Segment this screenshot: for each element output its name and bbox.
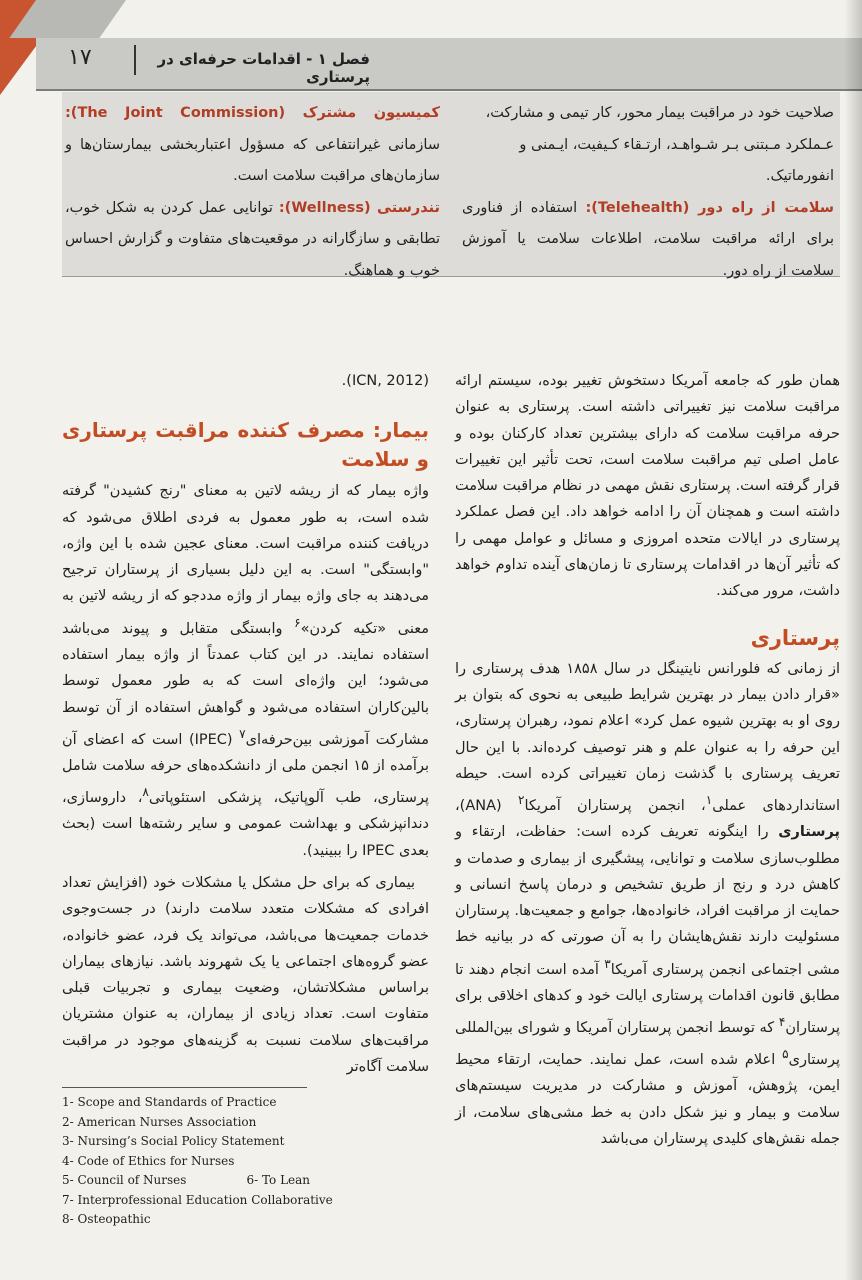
- footnote-item: 5- Council of Nurses: [62, 1173, 187, 1187]
- left-text-column: [62, 368, 429, 1080]
- footnote-item: 6- To Lean: [246, 1173, 311, 1187]
- glossary-term: کمیسیون مشترک (The Joint Commission):: [65, 105, 440, 121]
- footnote-item: 2- American Nurses Association: [62, 1114, 257, 1129]
- footnote-ref: ۵: [782, 1047, 789, 1062]
- glossary-left-column: [65, 98, 440, 287]
- footnotes: [62, 1093, 392, 1230]
- footnote-item: 4- Code of Ethics for Nurses: [62, 1153, 235, 1168]
- footnote-row: [62, 1171, 392, 1191]
- glossary-term: سلامت از راه دور (Telehealth):: [585, 199, 834, 216]
- patient-paragraph-2: بیماری که برای حل مشکل یا مشکلات خود (افزایش تعداد افرادی که مشکلات متعدد سلامت دارند) در جست‌وجوی خدمات جمعیت‌ها می‌باشد، می‌تواند یک فرد، عضو خانواده، عضو گروه‌های اجتماعی یا یک شهروند باشد. نیازهای بیماران براساس مشکلاتشان، وضعیت بیماری و تجربیات قبلی متفاوت است. تعداد زیادی از بیماران، به عنوان مشتریان مراقبت‌های سلامت نسبت به گزینه‌های موجود در مراقبت سلامت آگاه‌تر: [62, 874, 429, 1076]
- page-number: ۱۷: [68, 45, 92, 70]
- footnote-ref: ۸: [142, 785, 149, 800]
- footnote-item: 7- Interprofessional Education Collaborative: [62, 1192, 333, 1207]
- glossary-entry-wellness: [65, 193, 440, 288]
- text-run: ، انجمن پرستاران آمریکا: [524, 797, 706, 814]
- text-run: از زمانی که فلورانس نایتینگل در سال ۱۸۵۸ هدف پرستاری را «قرار دادن بیمار در بهترین شرایط طبیعی به نحوی که بتوان بر روی او به بهترین شیوه عمل کرد» اعلام نمود، رهبران پرستاری، این حرفه را به عنوان علم و هنر توصیف کرده‌اند. با این حال تعریف پرستاری با گذشت زمان تغییراتی کرده است. حیطه استانداردهای عملی: [455, 660, 840, 814]
- text-run: (IPEC) است که اعضای آن برآمده از ۱۵ انجمن ملی از دانشکده‌های حرفه سلامت شامل پرستاری، طب آلوپاتیک، پزشکی استئوپاتی: [62, 731, 429, 807]
- nursing-paragraph: [455, 656, 840, 1153]
- footnote-ref: ۴: [778, 1015, 786, 1030]
- right-text-column: [455, 368, 840, 1152]
- footnote-item: 3- Nursing’s Social Policy Statement: [62, 1134, 285, 1148]
- footnote-ref: ۱: [705, 793, 713, 808]
- glossary-line: عـملکرد مـبتنی بـر شـواهـد، ارتـقاء کـیفیت، ایـمنی و: [519, 136, 834, 153]
- glossary-right-column: [462, 98, 834, 287]
- footnote-item: 8- Osteopathic: [62, 1212, 151, 1226]
- patient-paragraph-1: [62, 478, 429, 864]
- footnote-item: 1- Scope and Standards of Practice: [62, 1095, 277, 1109]
- glossary-line: انفورماتیک.: [765, 168, 834, 184]
- footnote-ref: ۳: [604, 956, 611, 971]
- text-run: واژه بیمار که از ریشه لاتین به معنای "رنج کشیدن" گرفته شده است، به طور معمول به فردی اطلاق می‌شود که دریافت کننده مراقبت است. معنای عجین شده با این واژه، "وابستگی" است. به این دلیل بسیاری از پرستاران ترجیح می‌دهند به جای واژه بیمار از واژه مددجو که از ریشه لاتین به معنی «تکیه کردن»: [62, 483, 429, 637]
- text-run: را اینگونه تعریف کرده است: حفاظت، ارتقاء و مطلوب‌سازی سلامت و توانایی، پیشگیری از بیماری و صدمات و کاهش درد و رنج از طریق تشخیص و درمان پاسخ انسانی و حمایت از مراقبت افراد، خانواده‌ها، جوامع و جمعیت‌ها. پرستاران مسئولیت دارند نقش‌هایشان را به آن صورتی که در بیانیه خط مشی اجتماعی انجمن پرستاری آمریکا: [455, 824, 840, 978]
- page-edge-shadow: [844, 0, 862, 1280]
- footnote-ref: ۷: [239, 726, 246, 741]
- glossary-line: صلاحیت خود در مراقبت بیمار محور، کار تیمی و مشارکت،: [485, 105, 834, 121]
- section-heading-patient: بیمار: مصرف کننده مراقبت پرستاری و سلامت: [62, 418, 429, 472]
- text-run: که توسط انجمن پرستاران آمریکا و شورای بین‌المللی پرستاری: [455, 1020, 840, 1069]
- text-run: (ANA)،: [455, 797, 518, 814]
- footnote-ref: ۶: [294, 615, 301, 630]
- glossary-entry-telehealth: [462, 193, 834, 288]
- text-run: وابستگی متقابل و پیوند می‌باشد استفاده نمایند. در این کتاب عمدتاً از واژه بیمار استفاده می‌شود؛ این واژه‌ای است که به طور معمول توسط بالین‌کاران استفاده می‌شود و گواهش استفاده از آن توسط مشارکت آموزشی بین‌حرفه‌ای: [62, 620, 429, 748]
- section-heading-nursing: پرستاری: [750, 625, 840, 650]
- bold-term: پرستاری: [778, 824, 840, 841]
- citation: (ICN, 2012).: [341, 373, 429, 389]
- chapter-title: فصل ۱ - اقدامات حرفه‌ای در پرستاری: [157, 50, 370, 86]
- glossary-term: تندرستی (Wellness):: [278, 199, 440, 216]
- header-divider: [134, 45, 136, 75]
- glossary-entry-joint-commission: [65, 98, 440, 193]
- text-run: اعلام شده است، عمل نمایند. حمایت، ارتقاء محیط ایمن، پژوهش، آموزش و مشارکت در مدیریت سیستم‌های سلامت و بیمار و نیز شکل دادن به خط مشی‌های سلامت، از جمله نقش‌های کلیدی پرستاران می‌باشد: [455, 1052, 840, 1148]
- text-run: آمده است انجام دهند تا مطابق قانون اقدامات پرستاری ایالت خود و کدهای اخلاقی برای پرستاران: [455, 961, 840, 1037]
- footnote-rule: [62, 1087, 307, 1088]
- footnote-ref: ۲: [517, 793, 525, 808]
- text-run: ، داروسازی، دندانپزشکی و بهداشت عمومی و سایر رشته‌ها است (بحث بعدی IPEC را ببینید).: [62, 790, 429, 859]
- glossary-definition: سازمانی غیرانتفاعی که مسؤول اعتباربخشی بیمارستان‌ها و سازمان‌های مراقبت سلامت است.: [65, 136, 440, 184]
- header-rule: [36, 89, 862, 91]
- glossary-definition: توانایی عمل کردن به شکل خوب، تطابقی و سازگارانه در موقعیت‌های متفاوت و گزارش احساس خوب و هماهنگ.: [65, 199, 440, 279]
- intro-paragraph: همان طور که جامعه آمریکا دستخوش تغییر بوده، سیستم ارائه مراقبت سلامت نیز تغییراتی داشته است. پرستاری به عنوان حرفه مراقبت سلامت که دارای بیشترین تعداد کارکنان بوده و عامل اصلی تیم مراقبت سلامت است، تحت تأثیر این تغییرات قرار گرفته است. پرستاری نقش مهمی در نظام مراقبت سلامت داشته است و همچنان آن را ادامه خواهد داد. این فصل عملکرد پرستاری در ایالات متحده امروزی و مسائل و عوامل مهمی را که تأثیر آن‌ها در اقدامات پرستاری تا زمان‌های آینده تداوم خواهد داشت، مرور می‌کند.: [455, 373, 840, 600]
- glossary-definition: استفاده از فناوری برای ارائه مراقبت سلامت، اطلاعات سلامت یا آموزش سلامت از راه دور.: [462, 199, 834, 279]
